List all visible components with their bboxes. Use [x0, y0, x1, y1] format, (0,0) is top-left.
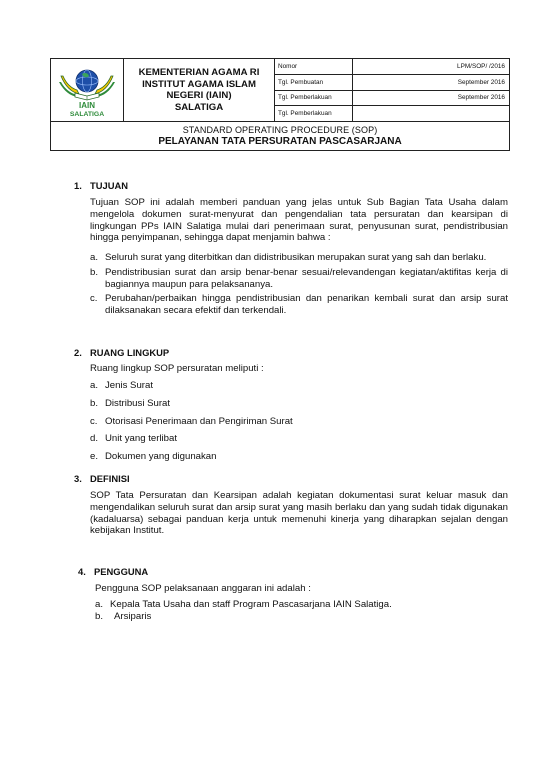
org-line-ministry: KEMENTERIAN AGAMA RI [138, 67, 260, 78]
list-item: d. Unit yang terlibat [90, 433, 177, 445]
section-number: 4. [78, 566, 86, 577]
sop-header-table [50, 58, 510, 151]
list-item: a. Kepala Tata Usaha dan staff Program Pascasarjana IAIN Salatiga. [95, 599, 392, 610]
section-paragraph-tujuan: Tujuan SOP ini adalah memberi panduan yang jelas untuk Sub Bagian Tata Usaha dalam mengelola dokumen surat-menyurat dan pengendalian tata persuratan dan kearsipan di lingkungan PPs IAIN Salatiga mulai dari penerimaan surat, penyusunan surat, pendistribusian hingga penyimpanan, sehingga dapat menjamin bahwa : [90, 197, 508, 244]
section-title: DEFINISI [90, 473, 130, 484]
meta-key-pemberlakuan: Tgl. Pemberlakuan [275, 90, 353, 106]
section-paragraph-pengguna: Pengguna SOP pelaksanaan anggaran ini adalah : [95, 583, 311, 594]
meta-key-pemberlakuan-2: Tgl. Pemberlakuan [275, 106, 353, 122]
org-line-institute: INSTITUT AGAMA ISLAM NEGERI (IAIN) [142, 78, 256, 101]
logo-text-iain: IAIN [79, 101, 95, 110]
section-heading-ruang-lingkup [74, 347, 169, 359]
meta-value-pemberlakuan: September 2016 [353, 90, 510, 106]
section-heading-tujuan [74, 180, 128, 192]
list-pengguna [95, 599, 507, 623]
meta-value-pembuatan: September 2016 [353, 74, 510, 90]
meta-value-pemberlakuan-2 [353, 106, 510, 122]
list-item: b. Distribusi Surat [90, 397, 171, 409]
meta-value-nomor: LPM/SOP/ /2016 [353, 59, 510, 75]
section-paragraph-ruang-lingkup: Ruang lingkup SOP persuratan meliputi : [90, 363, 264, 374]
org-line-city: SALATIGA [174, 101, 224, 113]
section-title: PENGGUNA [94, 566, 149, 577]
list-item: a. Jenis Surat [90, 380, 153, 391]
sop-label: STANDARD OPERATING PROCEDURE (SOP) [182, 125, 378, 135]
section-heading-pengguna [78, 566, 148, 578]
section-title: TUJUAN [90, 180, 129, 191]
section-number: 3. [74, 473, 82, 484]
list-ruang-lingkup [90, 380, 508, 463]
list-item: a. Seluruh surat yang diterbitkan dan didistribusikan merupakan surat yang sah dan berlaku. [90, 252, 487, 263]
iain-logo [51, 62, 123, 118]
logo-text-salatiga: SALATIGA [69, 111, 105, 118]
section-number: 2. [74, 347, 82, 358]
meta-key-nomor: Nomor [275, 59, 353, 75]
list-item: b. Pendistribusian surat dan arsip benar-benar sesuai/relevandengan kegiatan/aktifitas kerja di bagiannya maupun para pelaksananya. [90, 266, 508, 290]
list-item: e. Dokumen yang digunakan [90, 451, 217, 463]
institution-name [124, 59, 275, 122]
meta-key-pembuatan: Tgl. Pembuatan [275, 74, 353, 90]
section-title: RUANG LINGKUP [90, 347, 170, 358]
list-item: c. Otorisasi Penerimaan dan Pengiriman Surat [90, 415, 293, 427]
sop-title-cell [51, 122, 510, 151]
section-heading-definisi [74, 473, 130, 485]
list-item: b. Arsiparis [95, 610, 152, 622]
logo-cell [51, 59, 124, 122]
section-paragraph-definisi: SOP Tata Persuratan dan Kearsipan adalah kegiatan dokumentasi surat keluar masuk dan mengendalikan seluruh surat dan arsip surat yang masih berlaku dan yang sudah tidak digunakan (kadaluarsa) sebagai panduan kerja untuk memenuhi kinerja yang diharapkan sejalan dengan kebijakan Institut. [90, 490, 508, 537]
iain-emblem-icon [55, 62, 119, 118]
list-tujuan [90, 252, 508, 317]
sop-title: PELAYANAN TATA PERSURATAN PASCASARJANA [158, 136, 402, 147]
list-item: c. Perubahan/perbaikan hingga pendistribusian dan penarikan kembali surat dan arsip surat dilaksanakan secara efektif dan terkendali. [90, 293, 508, 317]
section-number: 1. [74, 180, 82, 191]
